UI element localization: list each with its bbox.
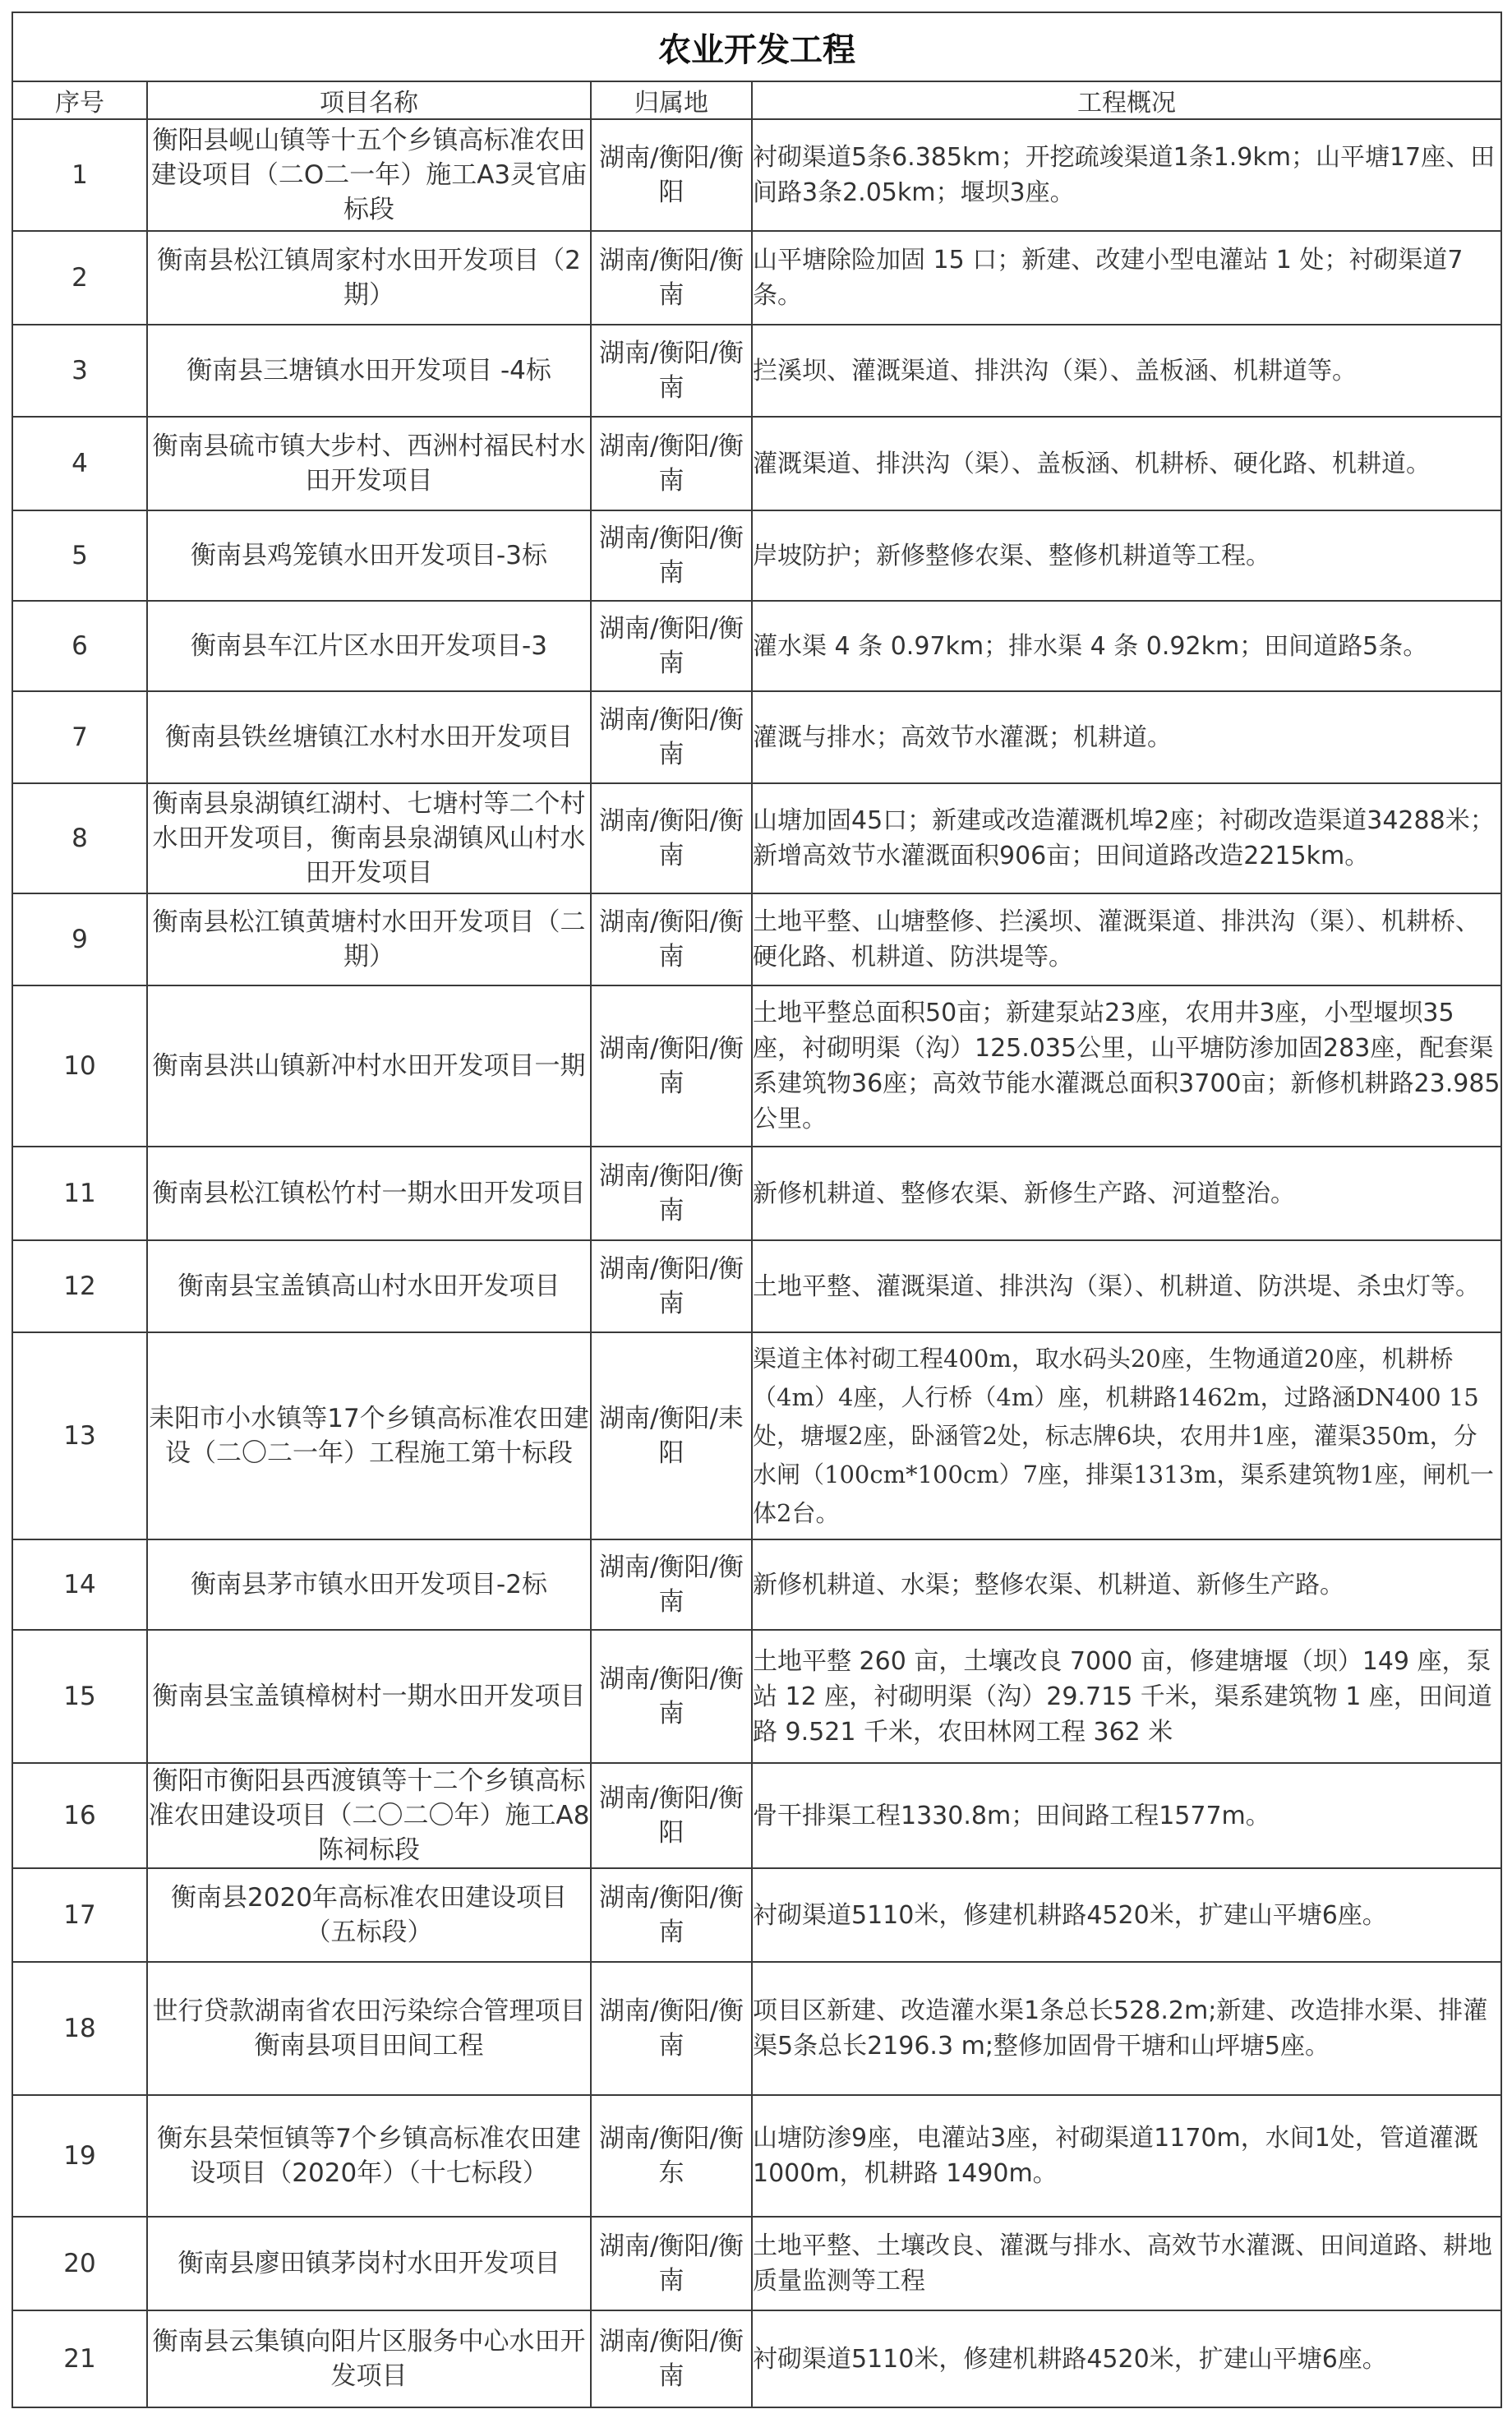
project-name: 衡阳县岘山镇等十五个乡镇高标准农田建设项目（二O二一年）施工A3灵官庙标段 — [147, 119, 591, 231]
row-number: 5 — [12, 510, 147, 601]
table-row — [12, 601, 1501, 691]
project-name: 衡南县松江镇黄塘村水田开发项目（二期） — [147, 893, 591, 985]
row-number: 4 — [12, 417, 147, 510]
project-location: 湖南/衡阳/衡东 — [591, 2095, 752, 2217]
row-number: 3 — [12, 325, 147, 417]
table-row — [12, 1962, 1501, 2095]
project-overview: 灌溉与排水；高效节水灌溉；机耕道。 — [752, 691, 1501, 783]
project-name: 衡东县荣恒镇等7个乡镇高标准农田建设项目（2020年）（十七标段） — [147, 2095, 591, 2217]
project-overview: 衬砌渠道5条6.385km；开挖疏竣渠道1条1.9km；山平塘17座、田间路3条2.05km；堰坝3座。 — [752, 119, 1501, 231]
project-location: 湖南/衡阳/衡南 — [591, 1868, 752, 1962]
project-location: 湖南/衡阳/衡南 — [591, 1240, 752, 1332]
project-overview: 土地平整总面积50亩；新建泵站23座，农用井3座，小型堰坝35座，衬砌明渠（沟）125.035公里，山平塘防渗加固283座，配套渠系建筑物36座；高效节能水灌溉总面积3700亩；新修机耕路23.985公里。 — [752, 985, 1501, 1147]
row-number: 2 — [12, 231, 147, 325]
project-name: 耒阳市小水镇等17个乡镇高标准农田建设（二〇二一年）工程施工第十标段 — [147, 1332, 591, 1539]
project-overview: 岸坡防护；新修整修农渠、整修机耕道等工程。 — [752, 510, 1501, 601]
table-row — [12, 119, 1501, 231]
table-row — [12, 2095, 1501, 2217]
table-row — [12, 985, 1501, 1147]
row-number: 13 — [12, 1332, 147, 1539]
project-location: 湖南/衡阳/衡南 — [591, 1630, 752, 1763]
project-location: 湖南/衡阳/衡南 — [591, 231, 752, 325]
project-overview: 土地平整 260 亩，土壤改良 7000 亩，修建塘堰（坝）149 座，泵站 12 座，衬砌明渠（沟）29.715 千米，渠系建筑物 1 座，田间道路 9.521 千米，农田林网工程 362 米 — [752, 1630, 1501, 1763]
project-location: 湖南/衡阳/衡南 — [591, 1147, 752, 1240]
project-overview: 灌溉渠道、排洪沟（渠）、盖板涵、机耕桥、硬化路、机耕道。 — [752, 417, 1501, 510]
project-overview: 拦溪坝、灌溉渠道、排洪沟（渠）、盖板涵、机耕道等。 — [752, 325, 1501, 417]
title-row — [12, 12, 1501, 81]
project-name: 衡南县宝盖镇樟树村一期水田开发项目 — [147, 1630, 591, 1763]
project-overview: 灌水渠 4 条 0.97km；排水渠 4 条 0.92km；田间道路5条。 — [752, 601, 1501, 691]
header-name: 项目名称 — [147, 81, 591, 119]
table-title: 农业开发工程 — [12, 12, 1501, 81]
row-number: 14 — [12, 1539, 147, 1630]
project-overview: 项目区新建、改造灌水渠1条总长528.2m;新建、改造排水渠、排灌渠5条总长2196.3 m;整修加固骨干塘和山坪塘5座。 — [752, 1962, 1501, 2095]
table-row — [12, 1240, 1501, 1332]
project-name: 衡南县廖田镇茅岗村水田开发项目 — [147, 2217, 591, 2310]
project-location: 湖南/衡阳/衡南 — [591, 1962, 752, 2095]
table-row — [12, 691, 1501, 783]
project-location: 湖南/衡阳/衡南 — [591, 510, 752, 601]
row-number: 8 — [12, 783, 147, 893]
row-number: 17 — [12, 1868, 147, 1962]
project-overview: 衬砌渠道5110米，修建机耕路4520米，扩建山平塘6座。 — [752, 2310, 1501, 2407]
table-row — [12, 325, 1501, 417]
table-row — [12, 231, 1501, 325]
row-number: 15 — [12, 1630, 147, 1763]
project-location: 湖南/衡阳/衡南 — [591, 2310, 752, 2407]
project-overview: 山塘加固45口；新建或改造灌溉机埠2座；衬砌改造渠道34288米；新增高效节水灌溉面积906亩；田间道路改造2215km。 — [752, 783, 1501, 893]
table-row — [12, 417, 1501, 510]
project-overview: 骨干排渠工程1330.8m；田间路工程1577m。 — [752, 1763, 1501, 1868]
project-name: 衡南县鸡笼镇水田开发项目-3标 — [147, 510, 591, 601]
header-overview: 工程概况 — [752, 81, 1501, 119]
project-location: 湖南/衡阳/衡阳 — [591, 119, 752, 231]
row-number: 7 — [12, 691, 147, 783]
project-location: 湖南/衡阳/衡南 — [591, 2217, 752, 2310]
row-number: 6 — [12, 601, 147, 691]
project-name: 世行贷款湖南省农田污染综合管理项目衡南县项目田间工程 — [147, 1962, 591, 2095]
header-row — [12, 81, 1501, 119]
project-overview: 土地平整、土壤改良、灌溉与排水、高效节水灌溉、田间道路、耕地质量监测等工程 — [752, 2217, 1501, 2310]
project-overview: 山平塘除险加固 15 口；新建、改建小型电灌站 1 处；衬砌渠道7 条。 — [752, 231, 1501, 325]
project-name: 衡南县三塘镇水田开发项目 -4标 — [147, 325, 591, 417]
row-number: 10 — [12, 985, 147, 1147]
project-name: 衡南县松江镇松竹村一期水田开发项目 — [147, 1147, 591, 1240]
row-number: 1 — [12, 119, 147, 231]
project-location: 湖南/衡阳/衡南 — [591, 893, 752, 985]
project-name: 衡阳市衡阳县西渡镇等十二个乡镇高标准农田建设项目（二〇二〇年）施工A8陈祠标段 — [147, 1763, 591, 1868]
row-number: 16 — [12, 1763, 147, 1868]
project-location: 湖南/衡阳/衡南 — [591, 417, 752, 510]
table-row — [12, 1332, 1501, 1539]
project-name: 衡南县硫市镇大步村、西洲村福民村水田开发项目 — [147, 417, 591, 510]
header-no: 序号 — [12, 81, 147, 119]
row-number: 18 — [12, 1962, 147, 2095]
header-location: 归属地 — [591, 81, 752, 119]
table-row — [12, 1763, 1501, 1868]
project-name: 衡南县车江片区水田开发项目-3 — [147, 601, 591, 691]
project-overview: 新修机耕道、水渠；整修农渠、机耕道、新修生产路。 — [752, 1539, 1501, 1630]
project-location: 湖南/衡阳/衡南 — [591, 985, 752, 1147]
table-row — [12, 510, 1501, 601]
table-row — [12, 1147, 1501, 1240]
project-location: 湖南/衡阳/衡南 — [591, 1539, 752, 1630]
project-overview: 山塘防渗9座，电灌站3座，衬砌渠道1170m，水间1处，管道灌溉1000m，机耕路 1490m。 — [752, 2095, 1501, 2217]
project-name: 衡南县2020年高标准农田建设项目（五标段） — [147, 1868, 591, 1962]
row-number: 11 — [12, 1147, 147, 1240]
project-name: 衡南县云集镇向阳片区服务中心水田开发项目 — [147, 2310, 591, 2407]
project-overview: 新修机耕道、整修农渠、新修生产路、河道整治。 — [752, 1147, 1501, 1240]
row-number: 9 — [12, 893, 147, 985]
table-row — [12, 1868, 1501, 1962]
project-name: 衡南县泉湖镇红湖村、七塘村等二个村水田开发项目，衡南县泉湖镇风山村水田开发项目 — [147, 783, 591, 893]
project-location: 湖南/衡阳/衡南 — [591, 325, 752, 417]
project-table — [12, 12, 1502, 2408]
project-overview: 土地平整、灌溉渠道、排洪沟（渠）、机耕道、防洪堤、杀虫灯等。 — [752, 1240, 1501, 1332]
project-name: 衡南县茅市镇水田开发项目-2标 — [147, 1539, 591, 1630]
row-number: 19 — [12, 2095, 147, 2217]
project-name: 衡南县宝盖镇高山村水田开发项目 — [147, 1240, 591, 1332]
project-name: 衡南县铁丝塘镇江水村水田开发项目 — [147, 691, 591, 783]
table-row — [12, 2310, 1501, 2407]
project-location: 湖南/衡阳/衡南 — [591, 783, 752, 893]
project-overview: 土地平整、山塘整修、拦溪坝、灌溉渠道、排洪沟（渠）、机耕桥、硬化路、机耕道、防洪堤等。 — [752, 893, 1501, 985]
row-number: 20 — [12, 2217, 147, 2310]
project-location: 湖南/衡阳/衡南 — [591, 601, 752, 691]
table-row — [12, 783, 1501, 893]
table-row — [12, 1630, 1501, 1763]
project-overview: 衬砌渠道5110米，修建机耕路4520米，扩建山平塘6座。 — [752, 1868, 1501, 1962]
project-name: 衡南县松江镇周家村水田开发项目（2期） — [147, 231, 591, 325]
project-name: 衡南县洪山镇新冲村水田开发项目一期 — [147, 985, 591, 1147]
row-number: 12 — [12, 1240, 147, 1332]
project-location: 湖南/衡阳/耒阳 — [591, 1332, 752, 1539]
project-location: 湖南/衡阳/衡南 — [591, 691, 752, 783]
project-location: 湖南/衡阳/衡阳 — [591, 1763, 752, 1868]
table-row — [12, 893, 1501, 985]
table-row — [12, 1539, 1501, 1630]
table-row — [12, 2217, 1501, 2310]
project-overview: 渠道主体衬砌工程400m，取水码头20座，生物通道20座，机耕桥（4m）4座，人行桥（4m）座，机耕路1462m，过路涵DN400 15处，塘堰2座，卧涵管2处，标志牌6块，农用井1座，灌渠350m，分水闸（100cm*100cm）7座，排渠1313m，渠系建筑物1座，闸机一体2台。 — [752, 1332, 1501, 1539]
row-number: 21 — [12, 2310, 147, 2407]
